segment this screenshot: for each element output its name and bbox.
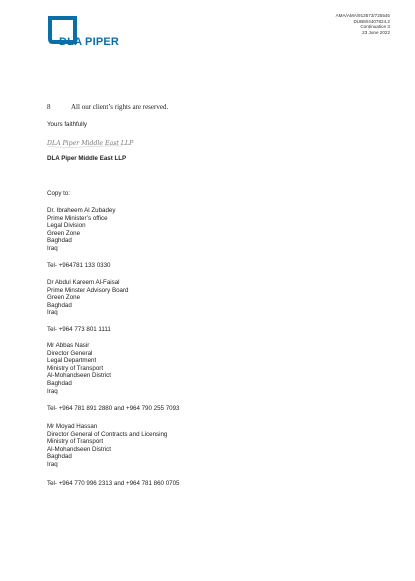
- address-line: Legal Department: [47, 357, 97, 365]
- address-line: Director General: [47, 349, 93, 357]
- address-line: Ministry of Transport: [47, 364, 104, 372]
- recipient-tel: Tel- +964 773 801 1111: [47, 326, 111, 333]
- address-line: Ministry of Transport: [47, 438, 104, 446]
- dla-piper-logo: [45, 14, 145, 54]
- address-line: Baghdad: [47, 453, 72, 461]
- copy-to-label: Copy to:: [47, 190, 71, 197]
- signature-text: DLA Piper Middle East LLP: [47, 140, 134, 147]
- reference-line: AMA/AMA/913573/725545: [335, 13, 390, 18]
- address-line: Al-Mohandseen District: [47, 372, 111, 380]
- address-line: Green Zone: [47, 294, 81, 302]
- reference-block: [336, 13, 390, 35]
- address-line: Mr Abbas Nasir: [47, 342, 90, 349]
- address-line: Baghdad: [47, 301, 72, 309]
- reference-line: Continuation 3: [360, 24, 390, 30]
- address-line: Prime Minister’s office: [47, 214, 108, 222]
- address-line: Prime Minster Advisory Board: [47, 286, 129, 294]
- address-line: Baghdad: [47, 237, 72, 245]
- address-line: Dr. Ibraheem Al Zubadey: [47, 207, 116, 214]
- address-line: Iraq: [47, 387, 58, 395]
- recipient-address: [47, 279, 129, 317]
- address-line: Dr Abdul Kareem Al-Faisal: [47, 279, 120, 286]
- closing-text: Yours faithfully: [47, 121, 88, 128]
- signature-image: [46, 136, 134, 149]
- numbered-paragraph: [47, 103, 168, 111]
- reference-line: 23 June 2022: [362, 29, 390, 35]
- address-line: Green Zone: [47, 229, 81, 237]
- recipient-address: [47, 207, 115, 253]
- address-line: Iraq: [47, 244, 58, 252]
- address-line: Iraq: [47, 309, 58, 317]
- recipient-tel: Tel- +964781 133 0330: [47, 262, 111, 269]
- address-line: Director General of Contracts and Licensing: [47, 430, 168, 438]
- address-line: Al-Mohandseen District: [47, 445, 111, 453]
- paragraph-number: 8: [47, 103, 51, 111]
- recipient-tel: Tel- +964 781 891 2880 and +964 790 255 7093: [47, 405, 180, 412]
- firm-name: DLA Piper Middle East LLP: [47, 155, 127, 162]
- recipient-address: [47, 342, 111, 395]
- recipient-tel: Tel- +964 770 996 2313 and +964 781 860 0705: [47, 480, 180, 487]
- address-line: Legal Division: [47, 222, 86, 230]
- address-line: Baghdad: [47, 379, 72, 387]
- reference-line: DUBM/4407824.2: [353, 18, 390, 24]
- paragraph-text: All our client’s rights are reserved.: [71, 103, 169, 111]
- logo-text: DLA PIPER: [59, 36, 120, 48]
- address-line: Iraq: [47, 460, 58, 468]
- recipient-address: [47, 423, 167, 469]
- address-line: Mr Moyad Hassan: [47, 423, 98, 430]
